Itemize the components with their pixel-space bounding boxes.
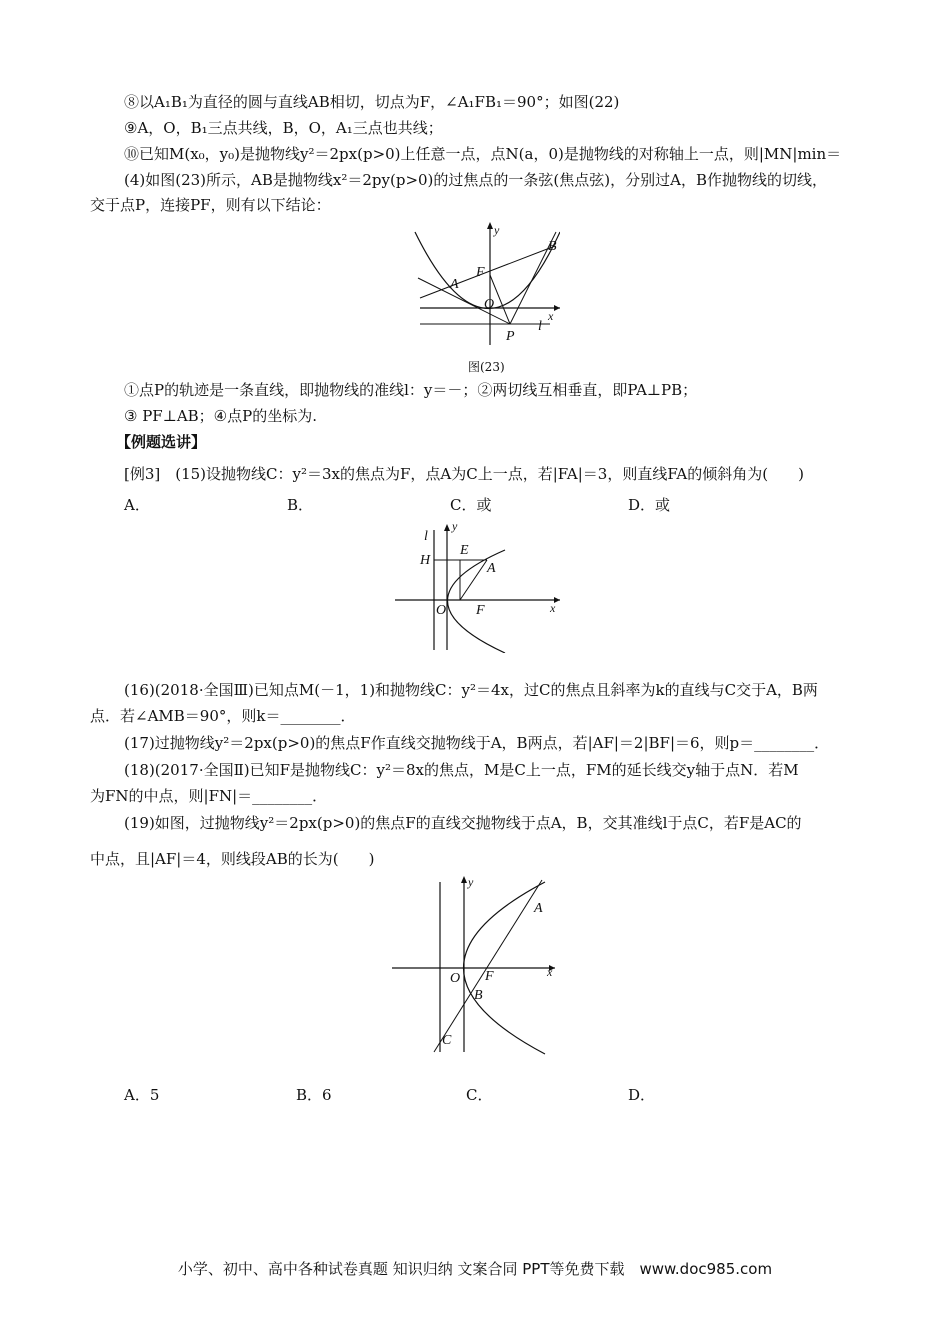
text-line-8: ⑧以A₁B₁为直径的圆与直线AB相切，切点为F，∠A₁FB₁＝90°；如图(22) bbox=[124, 93, 620, 111]
q19-option-b: B．6 bbox=[296, 1086, 332, 1104]
fig15-x-label: x bbox=[550, 601, 556, 615]
figure-19 bbox=[390, 872, 560, 1057]
ex3-option-d: D．或 bbox=[628, 496, 671, 514]
fig15-l-label: l bbox=[424, 529, 428, 544]
text-line-conclusion-2: ③ PF⊥AB；④点P的坐标为. bbox=[124, 407, 317, 425]
fig15-A-label: A bbox=[487, 561, 496, 576]
fig23-F-label: F bbox=[476, 265, 485, 280]
question-17: (17)过抛物线y²＝2px(p>0)的焦点F作直线交抛物线于A，B两点，若|AF|＝2|BF|＝6，则p＝________． bbox=[124, 734, 830, 752]
example-3-question: [例3] (15)设抛物线C：y²＝3x的焦点为F，点A为C上一点，若|FA|＝3，则直线FA的倾斜角为( ) bbox=[124, 465, 804, 483]
fig15-F-label: F bbox=[476, 603, 485, 618]
fig19-F-label: F bbox=[485, 969, 494, 984]
fig19-C-label: C bbox=[442, 1033, 452, 1048]
fig19-y-label: y bbox=[468, 875, 474, 889]
fig15-y-label: y bbox=[452, 519, 458, 533]
fig23-y-label: y bbox=[494, 223, 500, 237]
question-18: (18)(2017·全国Ⅱ)已知F是抛物线C：y²＝8x的焦点，M是C上一点，FM的延长线交y轴于点N．若M bbox=[124, 761, 799, 779]
text-line-4-cont: 交于点P，连接PF，则有以下结论： bbox=[90, 196, 331, 214]
fig19-O-label: O bbox=[450, 971, 461, 986]
fig15-E-label: E bbox=[460, 543, 469, 558]
fig23-x-label: x bbox=[548, 309, 554, 323]
text-line-4: (4)如图(23)所示，AB是抛物线x²＝2py(p>0)的过焦点的一条弦(焦点弦)，分别过A，B作抛物线的切线， bbox=[124, 171, 827, 189]
text-line-conclusion-1: ①点P的轨迹是一条直线，即抛物线的准线l：y＝－；②两切线互相垂直，即PA⊥PB； bbox=[124, 381, 698, 399]
fig19-x-label: x bbox=[547, 965, 553, 979]
ex3-option-a: A． bbox=[124, 496, 150, 514]
ex3-option-b: B． bbox=[287, 496, 314, 514]
fig15-O-label: O bbox=[436, 603, 447, 618]
fig15-H-label: H bbox=[420, 553, 431, 568]
question-18-cont: 为FN的中点，则|FN|＝________． bbox=[90, 787, 328, 805]
fig23-P-label: P bbox=[506, 329, 515, 344]
question-16-cont: 点．若∠AMB＝90°，则k＝________． bbox=[90, 707, 356, 725]
question-16: (16)(2018·全国Ⅲ)已知点M(－1，1)和抛物线C：y²＝4x，过C的焦点且斜率为k的直线与C交于A，B两 bbox=[124, 681, 818, 699]
fig19-B-label: B bbox=[474, 988, 483, 1003]
fig23-B-label: B bbox=[548, 239, 557, 254]
figure-23 bbox=[410, 220, 560, 350]
ex3-option-c: C．或 bbox=[450, 496, 492, 514]
footer-text: 小学、初中、高中各种试卷真题 知识归纳 文案合同 PPT等免费下载 www.doc985.com bbox=[177, 1260, 773, 1278]
fig23-l-label: l bbox=[538, 319, 542, 334]
text-line-10: ⑩已知M(x₀，y₀)是抛物线y²＝2px(p>0)上任意一点，点N(a，0)是抛物线的对称轴上一点，则|MN|min＝ bbox=[124, 145, 842, 163]
q19-option-c: C． bbox=[466, 1086, 493, 1104]
fig19-A-label: A bbox=[534, 901, 543, 916]
q19-option-a: A．5 bbox=[124, 1086, 160, 1104]
fig23-O-label: O bbox=[484, 297, 495, 312]
section-heading: 【例题选讲】 bbox=[116, 433, 207, 451]
fig23-A-label: A bbox=[450, 277, 459, 292]
figure-15 bbox=[390, 518, 570, 653]
fig23-caption: 图(23) bbox=[468, 360, 505, 374]
text-line-9: ⑨A，O，B₁三点共线，B，O，A₁三点也共线； bbox=[124, 119, 443, 137]
question-19: (19)如图，过抛物线y²＝2px(p>0)的焦点F的直线交抛物线于点A，B，交其准线l于点C，若F是AC的 bbox=[124, 814, 802, 832]
question-19-cont: 中点，且|AF|＝4，则线段AB的长为( ) bbox=[90, 850, 375, 868]
q19-option-d: D． bbox=[628, 1086, 656, 1104]
